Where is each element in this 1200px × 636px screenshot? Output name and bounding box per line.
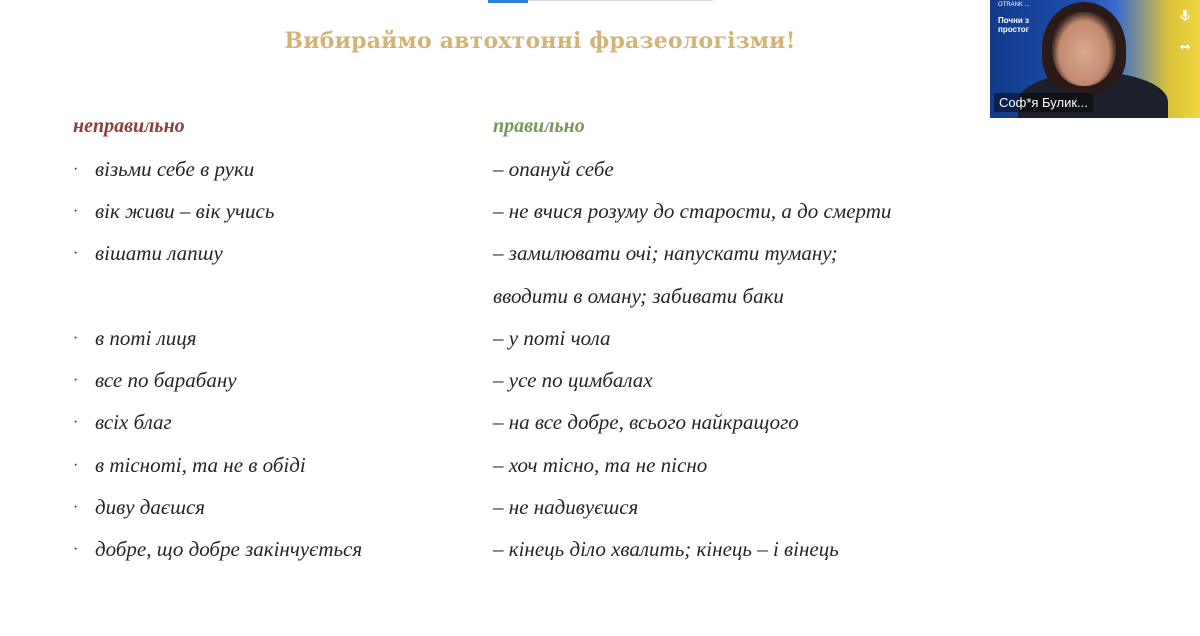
top-divider <box>528 0 713 1</box>
mic-off-icon[interactable] <box>1178 8 1192 22</box>
bullet-icon: · <box>73 203 79 220</box>
slide-title: Вибираймо автохтонні фразеологізми! <box>284 28 796 54</box>
phrase-row-continuation <box>0 284 1100 314</box>
right-phrase: – кінець діло хвалить; кінець – і вінець <box>493 537 839 561</box>
top-tab-indicator <box>488 0 528 3</box>
participant-video-tile[interactable] <box>990 0 1200 118</box>
pin-icon[interactable] <box>1178 40 1192 54</box>
bullet-icon: · <box>73 414 79 431</box>
bullet-icon: · <box>73 245 79 262</box>
bullet-icon: · <box>73 330 79 347</box>
bullet-icon: · <box>73 457 79 474</box>
wrong-phrase: всіх благ <box>95 410 172 434</box>
right-phrase: – у поті чола <box>493 326 611 350</box>
right-phrase: – замилювати очі; напускати туману; <box>493 241 838 265</box>
right-phrase: – усе по цимбалах <box>493 368 653 392</box>
phrase-row <box>0 368 1100 398</box>
wrong-phrase: все по барабану <box>95 368 237 392</box>
wrong-phrase: добре, що добре закінчується <box>95 537 363 561</box>
wrong-phrase: в поті лиця <box>95 326 197 350</box>
brand-small-text: OTRANK ... <box>998 2 1030 8</box>
right-phrase: вводити в оману; забивати баки <box>493 284 784 308</box>
bullet-icon: · <box>73 161 79 178</box>
right-column-header: правильно <box>493 115 585 137</box>
wrong-phrase: в тісноті, та не в обіді <box>95 453 306 477</box>
phrase-row <box>0 495 1100 525</box>
wrong-phrase: вік живи – вік учись <box>95 199 275 223</box>
bullet-icon: · <box>73 499 79 516</box>
phrase-row <box>0 453 1100 483</box>
right-phrase: – опануй себе <box>493 157 614 181</box>
right-phrase: – хоч тісно, та не пісно <box>493 453 708 477</box>
bullet-icon: · <box>73 541 79 558</box>
participant-name-label: Соф*я Булик... <box>994 93 1093 112</box>
wrong-phrase: диву даєшся <box>95 495 206 519</box>
wrong-phrase: вішати лапшу <box>95 241 223 265</box>
right-phrase: – не вчися розуму до старости, а до смерти <box>493 199 892 223</box>
right-phrase: – на все добре, всього найкращого <box>493 410 799 434</box>
phrase-row <box>0 157 1100 187</box>
phrase-row <box>0 199 1100 229</box>
phrase-row <box>0 241 1100 271</box>
brand-text: Почни з простог <box>998 16 1030 34</box>
participant-face <box>1052 12 1116 86</box>
wrong-phrase: візьми себе в руки <box>95 157 255 181</box>
bullet-icon: · <box>73 372 79 389</box>
phrase-row <box>0 537 1100 567</box>
phrase-row <box>0 410 1100 440</box>
wrong-column-header: неправильно <box>73 115 185 137</box>
phrase-row <box>0 326 1100 356</box>
right-phrase: – не надивуєшся <box>493 495 639 519</box>
